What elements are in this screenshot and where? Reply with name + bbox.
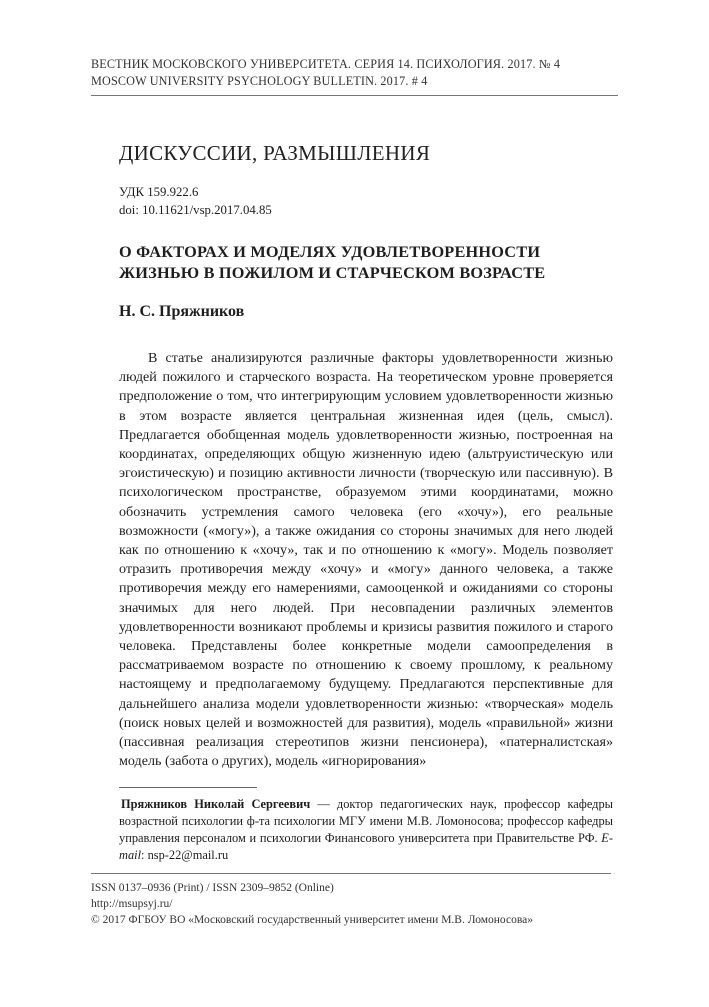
- bottom-divider: [91, 873, 611, 874]
- article-identifiers: [119, 184, 272, 219]
- journal-url[interactable]: http://msupsyj.ru/: [91, 898, 173, 910]
- author-footnote: [119, 796, 613, 864]
- issn: ISSN 0137–0936 (Print) / ISSN 2309–9852 (Online): [91, 882, 334, 894]
- header-divider: [91, 95, 618, 96]
- email-address[interactable]: : nsp-22@mail.ru: [141, 848, 229, 862]
- article-title-line: ЖИЗНЬЮ В ПОЖИЛОМ И СТАРЧЕСКОМ ВОЗРАСТЕ: [119, 263, 546, 282]
- publication-info: [91, 880, 631, 928]
- journal-header-en: MOSCOW UNIVERSITY PSYCHOLOGY BULLETIN. 2017. # 4: [91, 74, 428, 88]
- footnote-author-name: Пряжников Николай Сергеевич: [121, 797, 311, 811]
- article-title: [119, 241, 619, 283]
- author-name: Н. С. Пряжников: [119, 303, 245, 320]
- article-title-line: О ФАКТОРАХ И МОДЕЛЯХ УДОВЛЕТВОРЕННОСТИ: [119, 242, 541, 261]
- journal-header: [91, 56, 631, 90]
- footnote-text: — доктор педагогических наук, профессор кафедры возрастной психологии ф-та психологии МГУ имени М.В. Ломоносова; профессор кафедры управления персоналом и психологии Финансового университета при Правительстве РФ.: [119, 797, 613, 845]
- doi-code: doi: 10.11621/vsp.2017.04.85: [119, 202, 272, 217]
- section-title: ДИСКУССИИ, РАЗМЫШЛЕНИЯ: [119, 141, 431, 165]
- abstract-text: В статье анализируются различные факторы удовлетворенности жизнью людей пожилого и старческого возраста. На теоретическом уровне проверяется предположение о том, что интегрирующим условием удовлетворенности жизнью в этом возрасте является центральная жизненная идея (цель, смысл). Предлагается обобщенная модель удовлетворенности жизнью, построенная на координатах, определяющих общую жизненную идею (альтруистическую или эгоистическую) и позицию активности личности (творческую или пассивную). В психологическом пространстве, образуемом этими координатами, можно обозначить устремления самого человека (его «хочу»), его реальные возможности («могу»), а также ожидания со стороны значимых для него людей как по отношению к «хочу», так и по отношению к «могу». Модель позволяет отразить противоречия между «хочу» и «могу» данного человека, а также противоречия между его намерениями, самооценкой и ожиданиями со стороны значимых для него людей. При несовпадении различных элементов удовлетворенности возникают проблемы и кризисы развития пожилого и старого человека. Представлены более конкретные модели самоопределения в рассматриваемом возрасте по отношению к своему прошлому, к реальному настоящему и предполагаемому будущему. Предлагаются перспективные для дальнейшего анализа модели удовлетворенности жизнью: «творческая» модель (поиск новых целей и возможностей для развития), модель «правильной» жизни (пассивная реализация стереотипов жизни пенсионера), «патерналистская» модель (забота о других), модель «игнорирования»: [119, 350, 613, 770]
- email-label: E-mail: [119, 831, 613, 862]
- copyright: © 2017 ФГБОУ ВО «Московский государственный университет имени М.В. Ломоносова»: [91, 914, 533, 926]
- journal-header-ru: ВЕСТНИК МОСКОВСКОГО УНИВЕРСИТЕТА. СЕРИЯ 14. ПСИХОЛОГИЯ. 2017. № 4: [91, 57, 561, 71]
- footnote-divider: [119, 787, 257, 788]
- udk-code: УДК 159.922.6: [119, 185, 199, 199]
